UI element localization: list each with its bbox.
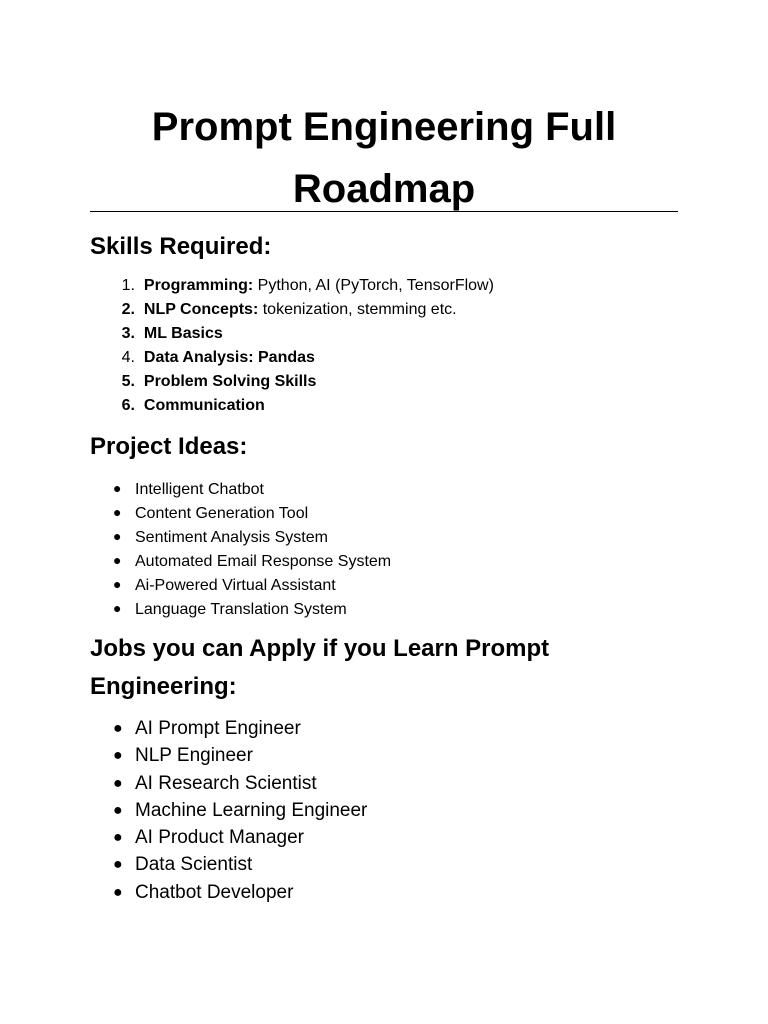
- skill-item: [90, 370, 494, 394]
- projects-item: [113, 548, 391, 572]
- skills-heading: Skills Required:: [90, 233, 272, 260]
- skills-list: [90, 274, 494, 418]
- projects-list: [113, 476, 391, 620]
- jobs-item-text: AI Product Manager: [135, 827, 304, 849]
- bullet-icon: ●: [113, 856, 123, 874]
- bullet-icon: ●: [113, 600, 122, 616]
- skill-number: 3.: [121, 325, 135, 342]
- jobs-item: [113, 879, 367, 906]
- bullet-icon: ●: [113, 504, 122, 520]
- jobs-item-text: AI Prompt Engineer: [135, 718, 301, 739]
- bullet-icon: ●: [113, 528, 122, 544]
- bullet-icon: ●: [113, 801, 123, 819]
- jobs-list: [113, 715, 367, 906]
- bullet-icon: ●: [113, 576, 122, 592]
- skill-item: [90, 274, 494, 298]
- projects-item: [113, 500, 391, 524]
- projects-item: [113, 572, 391, 596]
- skill-label: Problem Solving Skills: [143, 373, 317, 390]
- bullet-icon: ●: [113, 774, 123, 792]
- bullet-icon: ●: [113, 552, 122, 568]
- bullet-icon: ●: [113, 720, 123, 737]
- jobs-item-text: Machine Learning Engineer: [135, 799, 368, 821]
- skill-label: Communication: [143, 397, 265, 414]
- projects-item-text: Intelligent Chatbot: [135, 481, 264, 498]
- jobs-item-text: AI Research Scientist: [135, 772, 317, 794]
- jobs-heading: Jobs you can Apply if you Learn Prompt Engineering:: [90, 635, 550, 700]
- skill-label: ML Basics: [143, 325, 223, 342]
- skill-number: 4.: [121, 349, 135, 366]
- page-title: Prompt Engineering Full Roadmap: [151, 105, 617, 211]
- jobs-item: [113, 824, 367, 851]
- bullet-icon: ●: [113, 747, 123, 765]
- skill-detail: tokenization, stemming etc.: [258, 301, 457, 318]
- skill-item: [90, 394, 494, 418]
- skill-detail: Python, AI (PyTorch, TensorFlow): [253, 277, 494, 294]
- projects-item: [113, 476, 391, 500]
- jobs-item: [113, 851, 367, 878]
- jobs-item: [113, 715, 367, 742]
- skill-number: 2.: [121, 301, 135, 318]
- projects-item-text: Content Generation Tool: [135, 505, 309, 522]
- skill-item: [90, 298, 494, 322]
- title-divider: [90, 211, 678, 212]
- bullet-icon: ●: [113, 883, 123, 901]
- skill-label: Programming:: [143, 277, 254, 294]
- jobs-item: [113, 797, 367, 824]
- projects-item-text: Ai-Powered Virtual Assistant: [135, 577, 336, 594]
- bullet-icon: ●: [113, 829, 123, 847]
- skill-item: [90, 322, 494, 346]
- skill-number: 6.: [121, 397, 135, 414]
- skill-label: NLP Concepts:: [143, 301, 259, 318]
- jobs-item-text: NLP Engineer: [135, 745, 253, 767]
- jobs-item-text: Data Scientist: [135, 854, 253, 876]
- skill-number: 1.: [121, 277, 135, 294]
- projects-item-text: Language Translation System: [135, 601, 347, 618]
- skill-number: 5.: [121, 373, 135, 390]
- projects-item-text: Sentiment Analysis System: [135, 529, 328, 546]
- jobs-item: [113, 770, 367, 797]
- jobs-item: [113, 742, 367, 769]
- projects-item-text: Automated Email Response System: [135, 553, 392, 570]
- jobs-item-text: Chatbot Developer: [135, 881, 294, 903]
- projects-item: [113, 596, 391, 620]
- skill-item: [90, 346, 494, 370]
- projects-item: [113, 524, 391, 548]
- skill-label: Data Analysis: Pandas: [143, 349, 315, 366]
- projects-heading: Project Ideas:: [90, 433, 248, 460]
- bullet-icon: ●: [113, 480, 122, 496]
